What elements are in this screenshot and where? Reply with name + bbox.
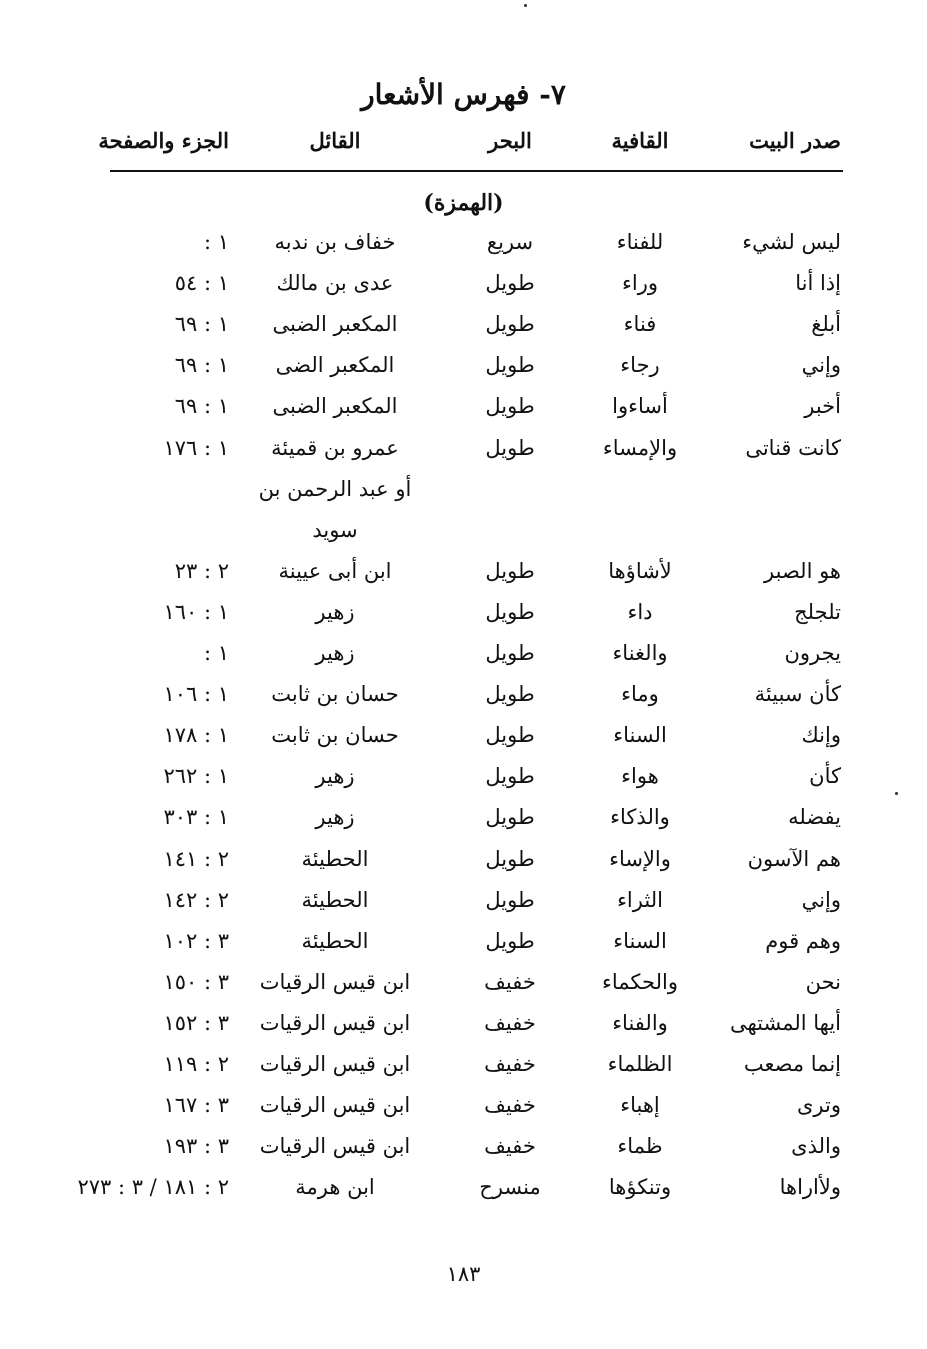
verse-start-cell: نحن (805, 970, 841, 994)
column-header-meter: البحر (488, 128, 532, 153)
rhyme-cell: والحكماء (602, 970, 678, 994)
rhyme-cell: وتنكؤها (608, 1175, 672, 1199)
volume-page-cell: ١ : ١٧٨ (163, 723, 229, 747)
rhyme-cell: وماء (621, 682, 659, 706)
volume-page-cell: ٢ : ١٤١ (163, 847, 229, 871)
verse-start-cell: أبلغ (811, 312, 841, 336)
volume-page-cell: ١ : (203, 230, 229, 254)
header-divider (110, 170, 843, 172)
rhyme-cell: أساءوا (612, 394, 668, 418)
volume-page-cell: ١ : ١٦٠ (163, 600, 229, 624)
rhyme-cell: رجاء (620, 353, 660, 377)
meter-cell: خفيف (484, 1011, 536, 1035)
poet-cell: ابن قيس الرقيات (259, 1134, 411, 1158)
meter-cell: منسرح (479, 1175, 541, 1199)
rhyme-cell: إهباء (620, 1093, 660, 1117)
meter-cell: طويل (485, 353, 535, 377)
verse-start-cell: أخبر (804, 394, 841, 418)
volume-page-cell: ١ : ٢٦٢ (163, 764, 229, 788)
rhyme-cell: السناء (613, 723, 667, 747)
meter-cell: طويل (485, 600, 535, 624)
rhyme-cell: فناء (623, 312, 657, 336)
verse-start-cell: ليس لشيء (742, 230, 841, 254)
meter-cell: طويل (485, 929, 535, 953)
table-row (0, 1011, 927, 1051)
rhyme-cell: للفناء (616, 230, 664, 254)
rhyme-cell: داء (627, 600, 653, 624)
table-row (0, 230, 927, 270)
poet-cell: زهير (315, 764, 355, 788)
rhyme-cell: والذكاء (610, 805, 670, 829)
print-speck (524, 4, 527, 7)
verse-start-cell: هو الصبر (764, 559, 841, 583)
table-row (0, 1175, 927, 1215)
verse-start-cell: والذى (791, 1134, 841, 1158)
table-row (0, 847, 927, 887)
verse-start-cell: يفضله (788, 805, 841, 829)
volume-page-cell: ٢ : ١١٩ (163, 1052, 229, 1076)
poet-cell: ابن أبى عيينة (278, 559, 392, 583)
volume-page-cell: ١ : (203, 641, 229, 665)
poet-cell: زهير (315, 600, 355, 624)
table-row (0, 600, 927, 640)
volume-page-cell: ٢ : ٢٣ (174, 559, 229, 583)
column-header-rhyme: القافية (611, 128, 669, 153)
verse-start-cell: كأن (809, 764, 841, 788)
meter-cell: خفيف (484, 1093, 536, 1117)
table-row (0, 559, 927, 599)
verse-start-cell: كأن سبيئة (754, 682, 841, 706)
verse-start-cell: وهم قوم (765, 929, 841, 953)
volume-page-cell: ١ : ٥٤ (174, 271, 229, 295)
meter-cell: خفيف (484, 1134, 536, 1158)
table-row (0, 682, 927, 722)
rhyme-cell: والإساء (609, 847, 671, 871)
meter-cell: طويل (485, 888, 535, 912)
poet-cell: ابن قيس الرقيات (259, 1011, 411, 1035)
column-header-verse-start: صدر البيت (749, 128, 841, 153)
poet-cell: المكعبر الضبى (272, 394, 398, 418)
meter-cell: طويل (485, 723, 535, 747)
rhyme-cell: والإمساء (602, 436, 678, 460)
volume-page-cell: ٣ : ١٠٢ (163, 929, 229, 953)
volume-page-cell: ٣ : ١٥٠ (163, 970, 229, 994)
table-row (0, 1093, 927, 1133)
rhyme-cell: الظلماء (607, 1052, 673, 1076)
meter-cell: سريع (486, 230, 534, 254)
poet-cell: سويد (312, 518, 358, 542)
print-speck (895, 792, 898, 795)
table-row (0, 477, 927, 517)
rhyme-cell: السناء (613, 929, 667, 953)
meter-cell: طويل (485, 805, 535, 829)
verse-start-cell: وإني (801, 353, 841, 377)
poet-cell: الحطيئة (301, 888, 369, 912)
table-row (0, 394, 927, 434)
volume-page-cell: ١ : ١٠٦ (163, 682, 229, 706)
table-row (0, 929, 927, 969)
rhyme-cell: ظماء (617, 1134, 663, 1158)
table-row (0, 353, 927, 393)
poet-cell: ابن قيس الرقيات (259, 1052, 411, 1076)
meter-cell: خفيف (484, 970, 536, 994)
verse-start-cell: إذا أنا (795, 271, 841, 295)
meter-cell: طويل (485, 764, 535, 788)
verse-start-cell: إنما مصعب (743, 1052, 841, 1076)
table-row (0, 805, 927, 845)
rhyme-cell: والغناء (612, 641, 668, 665)
meter-cell: طويل (485, 394, 535, 418)
page-title: ٧- فهرس الأشعار (361, 78, 566, 111)
poet-cell: عمرو بن قميئة (271, 436, 399, 460)
volume-page-cell: ٢ : ١٨١ / ٣ : ٢٧٣ (77, 1175, 229, 1199)
table-row (0, 518, 927, 558)
volume-page-cell: ١ : ٦٩ (174, 312, 229, 336)
volume-page-cell: ٣ : ١٦٧ (163, 1093, 229, 1117)
meter-cell: خفيف (484, 1052, 536, 1076)
column-header-poet: القائل (309, 128, 361, 153)
verse-start-cell: تلجلج (794, 600, 841, 624)
table-row (0, 888, 927, 928)
poet-cell: زهير (315, 805, 355, 829)
meter-cell: طويل (485, 559, 535, 583)
poet-cell: الحطيئة (301, 929, 369, 953)
poet-cell: أو عبد الرحمن بن (258, 477, 412, 501)
volume-page-cell: ١ : ٣٠٣ (163, 805, 229, 829)
rhyme-cell: لأشاؤها (608, 559, 672, 583)
meter-cell: طويل (485, 271, 535, 295)
page-number: ١٨٣ (446, 1262, 481, 1286)
poet-cell: ابن هرمة (295, 1175, 375, 1199)
column-header-volume-page: الجزء والصفحة (98, 128, 229, 153)
rhyme-cell: الثراء (617, 888, 663, 912)
poet-cell: الحطيئة (301, 847, 369, 871)
verse-start-cell: يجرون (784, 641, 841, 665)
poet-cell: المكعبر الضى (275, 353, 395, 377)
verse-start-cell: كانت قناتى (745, 436, 841, 460)
table-row (0, 970, 927, 1010)
verse-start-cell: وترى (796, 1093, 841, 1117)
verse-start-cell: أيها المشتهى (729, 1011, 841, 1035)
meter-cell: طويل (485, 847, 535, 871)
meter-cell: طويل (485, 682, 535, 706)
volume-page-cell: ٣ : ١٥٢ (163, 1011, 229, 1035)
rhyme-cell: والفناء (612, 1011, 668, 1035)
table-row (0, 1052, 927, 1092)
table-row (0, 764, 927, 804)
poet-cell: ابن قيس الرقيات (259, 1093, 411, 1117)
table-row (0, 723, 927, 763)
meter-cell: طويل (485, 436, 535, 460)
table-row (0, 312, 927, 352)
poet-cell: عدى بن مالك (276, 271, 394, 295)
volume-page-cell: ١ : ٦٩ (174, 394, 229, 418)
poet-cell: خفاف بن ندبه (274, 230, 396, 254)
verse-start-cell: وإني (801, 888, 841, 912)
meter-cell: طويل (485, 312, 535, 336)
poet-cell: ابن قيس الرقيات (259, 970, 411, 994)
volume-page-cell: ٣ : ١٩٣ (163, 1134, 229, 1158)
table-row (0, 271, 927, 311)
verse-start-cell: هم الآسون (747, 847, 841, 871)
verse-start-cell: ولأاراها (779, 1175, 841, 1199)
verse-start-cell: وإنك (801, 723, 841, 747)
volume-page-cell: ٢ : ١٤٢ (163, 888, 229, 912)
volume-page-cell: ١ : ١٧٦ (163, 436, 229, 460)
section-heading: (الهمزة) (423, 190, 504, 216)
table-row (0, 641, 927, 681)
poet-cell: حسان بن ثابت (271, 682, 399, 706)
volume-page-cell: ١ : ٦٩ (174, 353, 229, 377)
poet-cell: حسان بن ثابت (271, 723, 399, 747)
poet-cell: زهير (315, 641, 355, 665)
table-header (0, 128, 927, 164)
table-row (0, 1134, 927, 1174)
poet-cell: المكعبر الضبى (272, 312, 398, 336)
rhyme-cell: وراء (622, 271, 658, 295)
table-row (0, 436, 927, 476)
rhyme-cell: هواء (621, 764, 659, 788)
meter-cell: طويل (485, 641, 535, 665)
